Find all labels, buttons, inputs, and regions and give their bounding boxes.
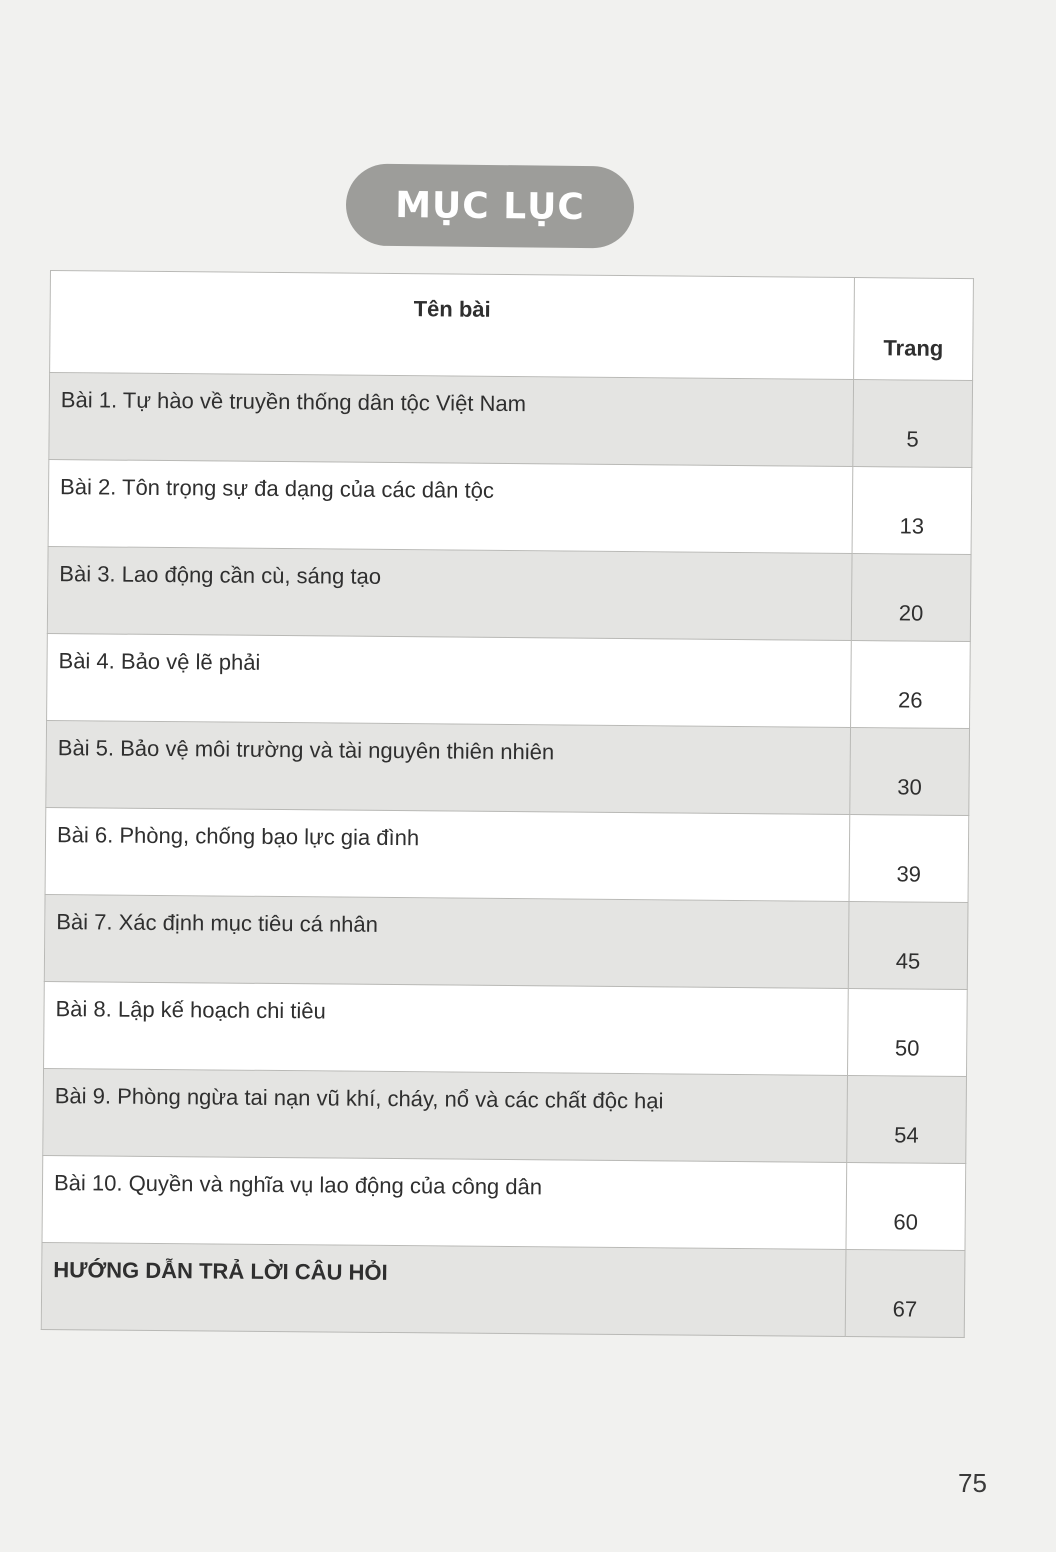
lesson-name: Bài 1. Tự hào về truyền thống dân tộc Việt Nam — [49, 373, 854, 467]
answers-section-page: 67 — [845, 1249, 965, 1337]
lesson-name: Bài 2. Tôn trọng sự đa dạng của các dân tộc — [48, 459, 853, 553]
table-row — [43, 1068, 967, 1163]
table-row — [47, 633, 971, 728]
table-row — [42, 1155, 966, 1250]
lesson-page: 54 — [847, 1075, 967, 1163]
page-title: MỤC LỤC — [394, 184, 586, 228]
answers-section-name: HƯỚNG DẪN TRẢ LỜI CÂU HỎI — [41, 1242, 846, 1336]
lesson-name: Bài 10. Quyền và nghĩa vụ lao động của công dân — [42, 1155, 847, 1249]
table-row — [44, 894, 968, 989]
table-row — [47, 546, 971, 641]
page-number: 75 — [958, 1468, 987, 1498]
lesson-name: Bài 3. Lao động cần cù, sáng tạo — [47, 546, 852, 640]
table-row — [49, 373, 973, 468]
table-of-contents — [41, 270, 974, 1338]
answers-row — [41, 1242, 965, 1337]
table-header-row — [50, 271, 974, 381]
lesson-name: Bài 8. Lập kế hoạch chi tiêu — [44, 981, 849, 1075]
lesson-page: 39 — [849, 815, 969, 903]
table-row — [48, 459, 972, 554]
lesson-page: 20 — [851, 554, 971, 642]
table-row — [44, 981, 968, 1076]
header-page: Trang — [854, 278, 974, 381]
lesson-page: 45 — [848, 901, 968, 989]
lesson-name: Bài 5. Bảo vệ môi trường và tài nguyên thiên nhiên — [46, 720, 851, 814]
lesson-name: Bài 6. Phòng, chống bạo lực gia đình — [45, 807, 850, 901]
lesson-page: 60 — [846, 1162, 966, 1250]
table-row — [45, 807, 969, 902]
lesson-name: Bài 9. Phòng ngừa tai nạn vũ khí, cháy, nổ và các chất độc hại — [43, 1068, 848, 1162]
lesson-page: 5 — [853, 380, 973, 468]
lesson-name: Bài 4. Bảo vệ lẽ phải — [47, 633, 852, 727]
table-row — [46, 720, 970, 815]
lesson-page: 26 — [851, 641, 971, 729]
lesson-page: 13 — [852, 467, 972, 555]
title-banner — [346, 163, 635, 248]
lesson-page: 30 — [850, 728, 970, 816]
header-lesson-name: Tên bài — [50, 271, 855, 380]
lesson-name: Bài 7. Xác định mục tiêu cá nhân — [44, 894, 849, 988]
lesson-page: 50 — [848, 988, 968, 1076]
